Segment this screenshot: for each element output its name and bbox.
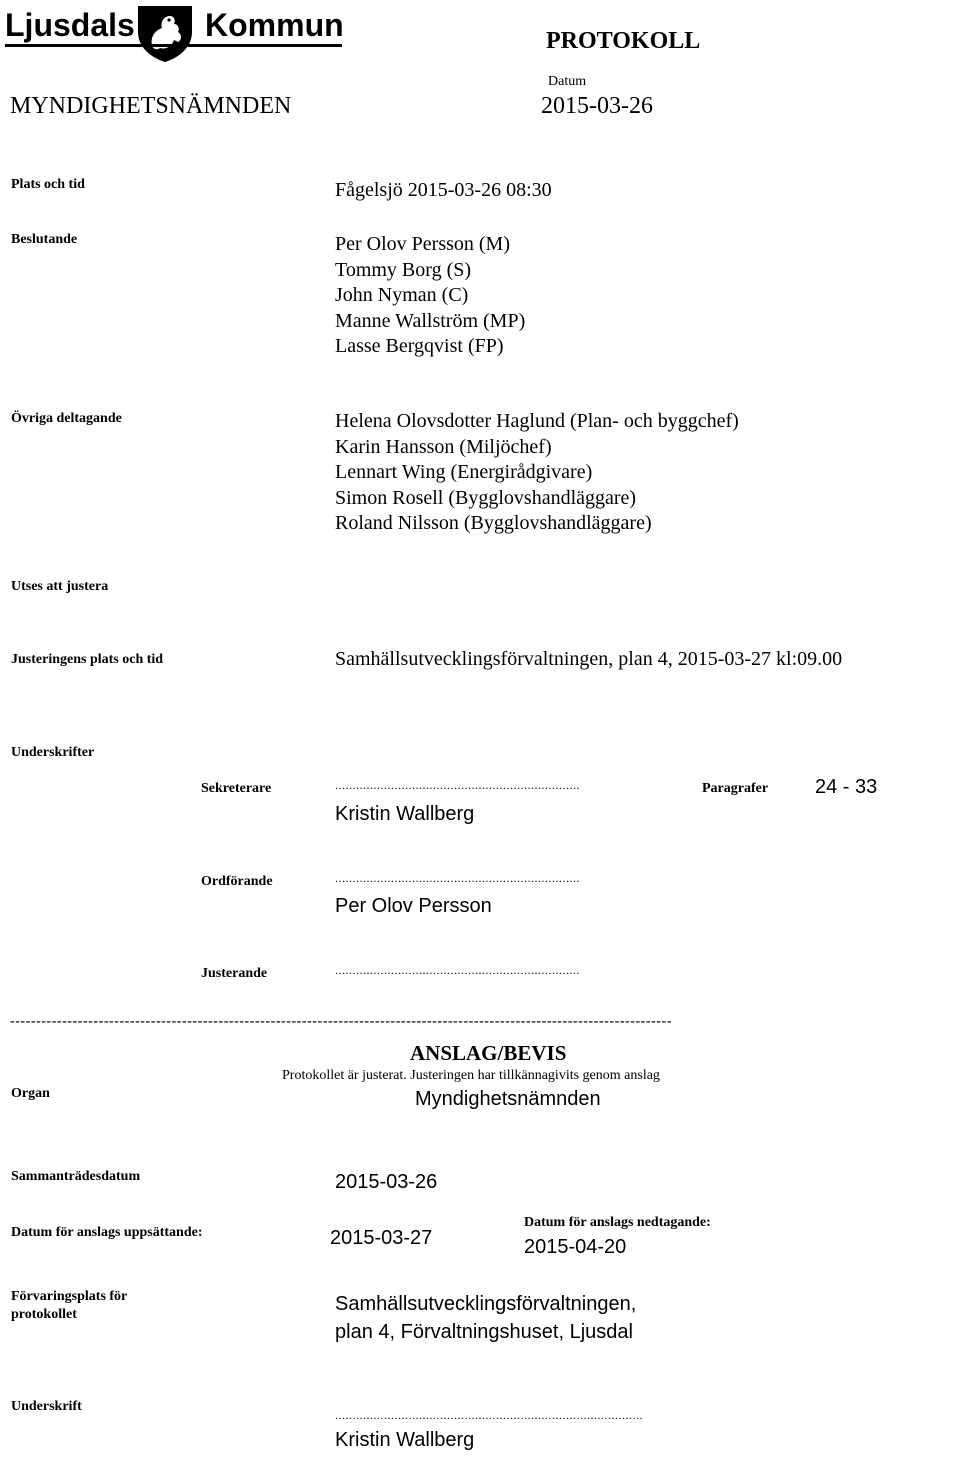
place-time-label: Plats och tid: [11, 177, 85, 192]
others-list: [335, 409, 739, 537]
chair-signature-line: ......................................................................: [335, 871, 580, 885]
others-label: Övriga deltagande: [11, 411, 122, 426]
date-label: Datum: [548, 74, 587, 89]
signatures-label: Underskrifter: [11, 745, 95, 760]
meeting-date-value: 2015-03-26: [335, 1171, 438, 1193]
storage-value-line: plan 4, Förvaltningshuset, Ljusdal: [335, 1321, 633, 1343]
committee-name: MYNDIGHETSNÄMNDEN: [10, 93, 292, 119]
place-time-value: Fågelsjö 2015-03-26 08:30: [335, 179, 552, 201]
adjust-label: Utses att justera: [11, 579, 109, 594]
storage-label-line: Förvaringsplats för: [11, 1289, 128, 1304]
adjuster-signature-line: ......................................................................: [335, 963, 580, 977]
notice-subtitle: Protokollet är justerat. Justeringen har tillkännagivits genom anslag: [282, 1068, 660, 1083]
other-participant: Roland Nilsson (Bygglovshandläggare): [335, 512, 652, 534]
chair-name: Per Olov Persson: [335, 895, 492, 917]
posted-date-label: Datum för anslags uppsättande:: [11, 1225, 203, 1240]
deciding-member: John Nyman (C): [335, 284, 469, 306]
deciding-member: Lasse Bergqvist (FP): [335, 335, 504, 357]
signature-name: Kristin Wallberg: [335, 1429, 475, 1451]
storage-value: [335, 1290, 636, 1346]
paragraphs-label: Paragrafer: [702, 781, 769, 796]
signature-label: Underskrift: [11, 1399, 82, 1414]
other-participant: Karin Hansson (Miljöchef): [335, 435, 552, 458]
notice-title: ANSLAG/BEVIS: [410, 1041, 567, 1065]
adjust-place-label: Justeringens plats och tid: [11, 652, 164, 667]
logo-underline: [5, 44, 342, 47]
signature-line: ........................................................................................: [335, 1408, 643, 1422]
logo-text-right: Kommun: [205, 7, 344, 43]
adjust-place-value: Samhällsutvecklingsförvaltningen, plan 4, 2015-03-27 kl:09.00: [335, 648, 843, 670]
secretary-signature-line: ......................................................................: [335, 778, 580, 792]
paragraphs-value: 24 - 33: [815, 776, 878, 798]
logo-text-left: Ljusdals: [5, 7, 135, 43]
organ-value: Myndighetsnämnden: [415, 1088, 601, 1110]
other-participant: Simon Rosell (Bygglovshandläggare): [335, 486, 637, 509]
deciding-member: Per Olov Persson (M): [335, 233, 510, 255]
coat-of-arms-logo: [134, 2, 196, 64]
secretary-label: Sekreterare: [201, 781, 272, 796]
deciding-list: [335, 232, 525, 360]
removed-date-label: Datum för anslags nedtagande:: [524, 1215, 711, 1230]
storage-value-line: Samhällsutvecklingsförvaltningen,: [335, 1293, 637, 1315]
deciding-member: Manne Wallström (MP): [335, 309, 526, 332]
deciding-label: Beslutande: [11, 232, 78, 247]
storage-label: [11, 1288, 127, 1324]
chair-label: Ordförande: [201, 874, 273, 889]
other-participant: Helena Olovsdotter Haglund (Plan- och byggchef): [335, 410, 739, 432]
adjuster-label: Justerande: [201, 966, 268, 981]
deciding-member: Tommy Borg (S): [335, 258, 472, 281]
other-participant: Lennart Wing (Energirådgivare): [335, 461, 593, 483]
document-type: PROTOKOLL: [546, 28, 701, 54]
document-date: 2015-03-26: [541, 93, 653, 119]
separator-line: -------------------------------------------------------------------------------------------------------------------------------: [10, 1014, 672, 1029]
organ-label: Organ: [11, 1086, 50, 1101]
meeting-date-label: Sammanträdesdatum: [11, 1169, 141, 1184]
storage-label-line: protokollet: [11, 1307, 77, 1322]
removed-date-value: 2015-04-20: [524, 1236, 627, 1258]
secretary-name: Kristin Wallberg: [335, 803, 475, 825]
posted-date-value: 2015-03-27: [330, 1227, 433, 1249]
